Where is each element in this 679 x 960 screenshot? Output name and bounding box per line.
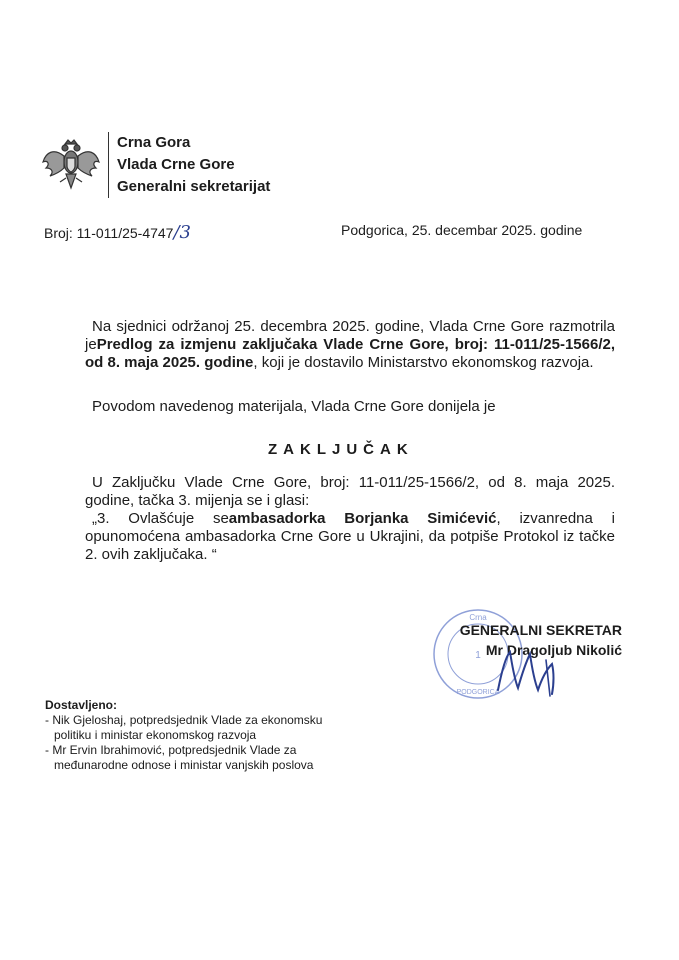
- stamp-bottom-text: PODGORICA: [456, 689, 500, 696]
- distribution-item: politiku i ministar ekonomskog razvoja: [54, 728, 257, 742]
- stamp-top-text: Crna: [469, 613, 487, 622]
- paragraph-4-text-a: „3. Ovlašćuje se: [92, 510, 229, 527]
- reference-number-text: Broj: 11-011/25-4747: [44, 225, 174, 241]
- paragraph-1-text-a: Na sjednici održanoj 25. decembra 2025. godine, Vlada Crne Gore razmotrila je: [85, 318, 615, 353]
- distribution-item: - Mr Ervin Ibrahimović, potpredsjednik Vlade za: [45, 743, 297, 757]
- signature-name: Mr Dragoljub Nikolić: [485, 642, 622, 658]
- signature-role: GENERALNI SEKRETAR: [459, 622, 622, 638]
- reference-number: [44, 222, 191, 243]
- paragraph-1: [85, 318, 615, 372]
- distribution-item: - Nik Gjeloshaj, potpredsjednik Vlade za ekonomsku: [45, 713, 323, 727]
- decision-title: ZAKLJUČAK: [268, 441, 414, 458]
- paragraph-2: Povodom navedenog materijala, Vlada Crne Gore donijela je: [92, 398, 496, 415]
- paragraph-4: [85, 510, 615, 564]
- stamp-center-text: 1: [475, 650, 481, 661]
- coat-of-arms-icon: [40, 138, 102, 196]
- header-org-block: [117, 132, 270, 198]
- distribution-item: međunarodne odnose i ministar vanjskih poslova: [54, 758, 314, 772]
- header-secretariat: Generalni sekretarijat: [117, 178, 271, 195]
- paragraph-1-bold: Predlog za izmjenu zaključaka Vlade Crne Gore, broj: 11-011/25-1566/2, od 8. maja 2025. godine: [85, 336, 615, 371]
- paragraph-1-text-b: , koji je dostavilo Ministarstvo ekonomskog razvoja.: [253, 354, 594, 371]
- paragraph-4-text-b: , izvanredna i opunomoćena ambasadorka Crne Gore u Ukrajini, da potpiše Protokol iz tačke 2. ovih zaključaka. “: [85, 510, 615, 563]
- distribution-heading: Dostavljeno:: [45, 698, 118, 712]
- header-country: Crna Gora: [117, 134, 191, 151]
- paragraph-3: U Zaključku Vlade Crne Gore, broj: 11-011/25-1566/2, od 8. maja 2025. godine, tačka 3. mijenja se i glasi:: [85, 474, 615, 509]
- distribution-list: [45, 698, 322, 773]
- header-government: Vlada Crne Gore: [117, 156, 235, 173]
- header-divider: [108, 132, 109, 198]
- paragraph-4-bold: ambasadorka Borjanka Simićević: [228, 510, 497, 527]
- handwritten-signature: [488, 640, 578, 700]
- reference-handwritten-suffix: /3: [173, 222, 191, 243]
- place-date: Podgorica, 25. decembar 2025. godine: [341, 222, 583, 238]
